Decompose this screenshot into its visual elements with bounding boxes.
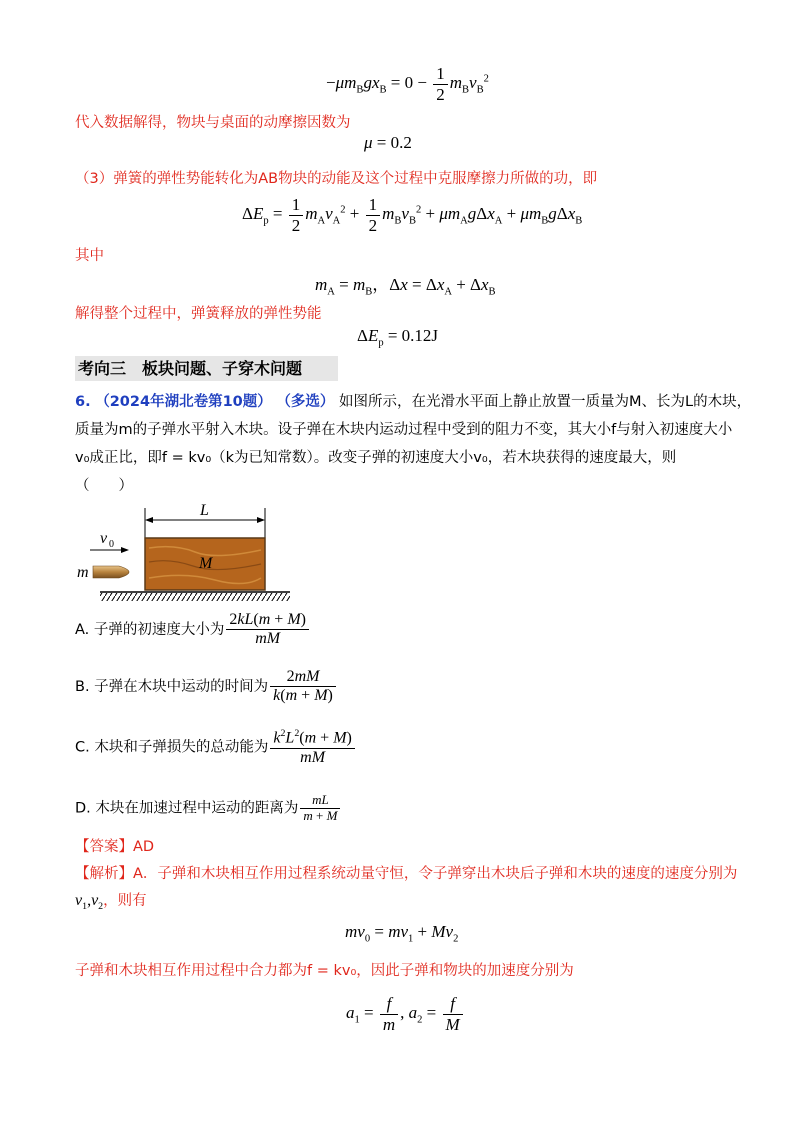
option-c[interactable]: C. 木块和子弹损失的总动能为 $\frac{k^2L^2(m + M)}{mM}$	[75, 728, 357, 767]
bullet-block-figure	[75, 500, 290, 610]
bullet	[93, 566, 129, 578]
text-sub-data: 代入数据解得，物块与桌面的动摩擦因数为	[75, 115, 351, 131]
question-text-2: 质量为m的子弹水平射入木块。设子弹在木块内运动过程中受到的阻力不变，其大小f与射入初速度大小	[75, 422, 733, 438]
text-part3: （3）弹簧的弹性势能转化为AB物块的动能及这个过程中克服摩擦力所做的功，即	[75, 171, 598, 187]
question-paren: （ ）	[75, 478, 133, 494]
velocity-subscript: 0	[109, 539, 114, 550]
velocity-label: v	[100, 530, 108, 547]
equation-accelerations: $a_1$ = $\frac{f}{m}$ , $a_2$ = $\frac{f}{M}$	[346, 994, 465, 1034]
text-where: 其中	[75, 248, 104, 264]
question-text-3: v₀成正比，即f = kv₀（k为已知常数）。改变子弹的初速度大小v₀，若木块获得的速度最大，则	[75, 450, 677, 466]
equation-energy: $\Delta E_p$ = $\frac{1}{2}$ $m_Av_A^2$ + $\frac{1}{2}$ $m_Bv_B^2 + \mu m_Ag\Delta x_A + \mu m_Bg\Delta x_B$	[242, 195, 583, 235]
analysis-line-1: 【解析】A．子弹和木块相互作用过程系统动量守恒，令子弹穿出木块后子弹和木块的速度的速度分别为	[75, 866, 738, 882]
text-solve-energy: 解得整个过程中，弹簧释放的弹性势能	[75, 306, 322, 322]
option-b[interactable]: B. 子弹在木块中运动的时间为 $\frac{2mM}{k(m + M)}$	[75, 668, 338, 706]
question-number: 6.	[75, 394, 91, 410]
analysis-line-2: $v_1,v_2$，则有	[75, 892, 147, 913]
bullet-mass-label: m	[77, 564, 89, 581]
answer: 【答案】AD	[75, 839, 155, 855]
equation-ep-result: $\Delta E_p = 0.12J$	[357, 326, 439, 349]
option-a[interactable]: A. 子弹的初速度大小为 $\frac{2kL(m + M)}{mM}$	[75, 611, 311, 649]
question-source: （2024年湖北卷第10题）	[95, 394, 272, 410]
equation-mu: μ = 0.2	[364, 133, 412, 152]
equation-masses: $m_A = m_B$，$\Delta x = \Delta x_A + \Delta x_B$	[315, 275, 496, 298]
equation-work-energy-b: $-\mu m_Bgx_B = 0$ − $\frac{1}{2}$ $m_Bv_B^2$	[326, 64, 489, 104]
question-type: （多选）	[276, 394, 335, 410]
option-d[interactable]: D. 木块在加速过程中运动的距离为 $\frac{mL}{m + M}$	[75, 793, 342, 824]
equation-momentum: $mv_0 = mv_1 + Mv_2$	[345, 922, 459, 945]
section-heading: 考向三 板块问题、子穿木问题	[75, 356, 338, 381]
block-mass-label: M	[199, 555, 213, 572]
question-text-1: 如图所示，在光滑水平面上静止放置一质量为M、长为L的木块，	[338, 394, 752, 410]
length-label: L	[200, 502, 209, 519]
analysis-line-3: 子弹和木块相互作用过程中合力都为f = kv₀，因此子弹和物块的加速度分别为	[75, 963, 574, 979]
question-block	[75, 388, 752, 500]
